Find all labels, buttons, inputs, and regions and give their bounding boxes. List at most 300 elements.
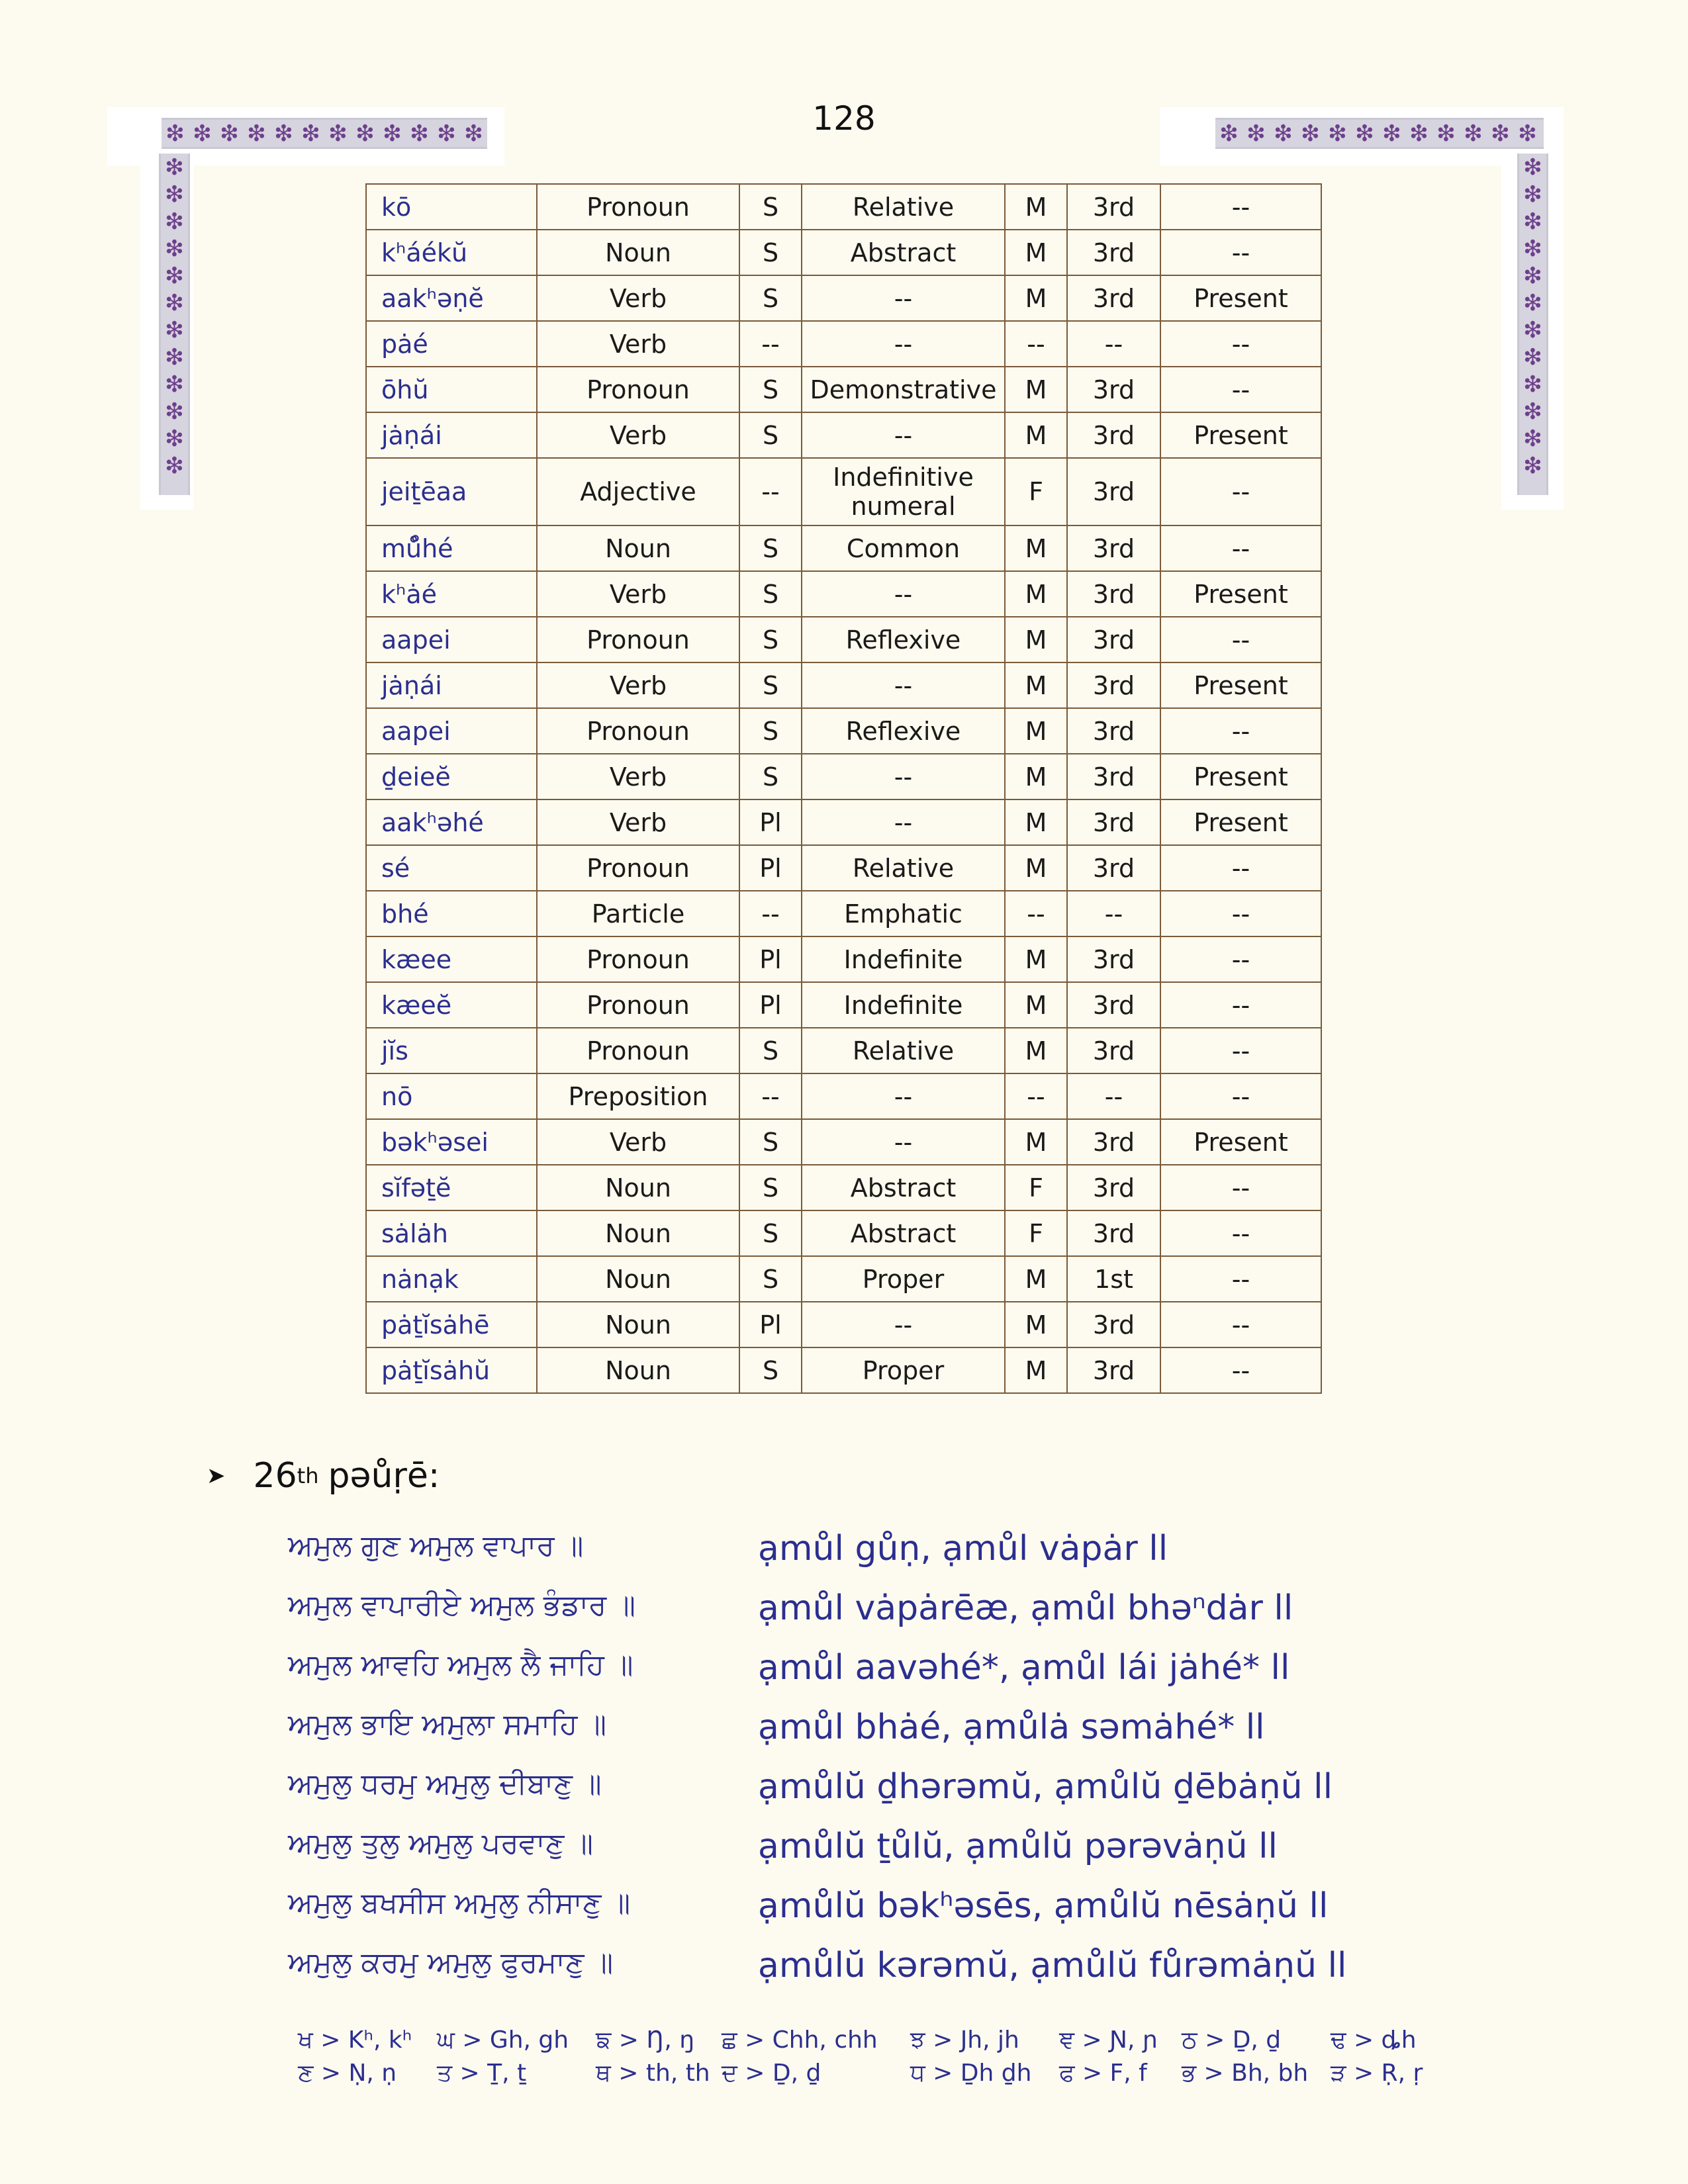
cell-type: Proper xyxy=(802,1256,1005,1302)
cell-type: -- xyxy=(802,1119,1005,1165)
cell-type: Indefinite xyxy=(802,936,1005,982)
cell-person: 3rd xyxy=(1067,458,1160,525)
cell-number: S xyxy=(739,662,802,708)
cell-tense: -- xyxy=(1160,982,1321,1028)
cell-person: -- xyxy=(1067,891,1160,936)
cell-person: 3rd xyxy=(1067,845,1160,891)
cell-person: 3rd xyxy=(1067,571,1160,617)
key-item: ਢ > ȡh xyxy=(1331,2026,1417,2054)
cell-person: 3rd xyxy=(1067,799,1160,845)
flower-ornament-icon: ❇ xyxy=(165,316,184,343)
verse-transliteration: ạmůl bhȧé, ạmůlȧ səmȧhé* ll xyxy=(758,1707,1265,1747)
cell-part-of-speech: Verb xyxy=(537,571,739,617)
cell-tense: -- xyxy=(1160,525,1321,571)
table-row xyxy=(366,230,1321,275)
flower-ornament-icon: ❇ xyxy=(1518,120,1537,147)
flower-ornament-icon: ❇ xyxy=(328,120,348,147)
cell-gender: M xyxy=(1005,275,1067,321)
cell-gender: M xyxy=(1005,367,1067,412)
cell-word: jeiṯēaa xyxy=(366,458,537,525)
cell-word: bəkʰəsei xyxy=(366,1119,537,1165)
verse-transliteration: ạmůlŭ ṯůlŭ, ạmůlŭ pərəvȧṇŭ ll xyxy=(758,1827,1278,1866)
ornament-border-top-right xyxy=(1215,118,1544,149)
verse-row xyxy=(0,1827,1688,1886)
cell-part-of-speech: Pronoun xyxy=(537,936,739,982)
flower-ornament-icon: ❇ xyxy=(1523,289,1542,316)
cell-person: 3rd xyxy=(1067,1119,1160,1165)
cell-tense: Present xyxy=(1160,662,1321,708)
flower-ornament-icon: ❇ xyxy=(1523,208,1542,235)
bullet-arrow-icon: ➤ xyxy=(207,1463,226,1489)
flower-ornament-icon: ❇ xyxy=(165,235,184,262)
cell-part-of-speech: Noun xyxy=(537,525,739,571)
cell-gender: F xyxy=(1005,1165,1067,1210)
cell-gender: M xyxy=(1005,617,1067,662)
flower-ornament-icon: ❇ xyxy=(165,452,184,479)
cell-type: -- xyxy=(802,571,1005,617)
heading-word: pəůṛē: xyxy=(328,1456,440,1496)
key-item: ਭ > Bh, bh xyxy=(1182,2060,1309,2087)
verse-row xyxy=(0,1648,1688,1707)
table-row xyxy=(366,275,1321,321)
cell-tense: -- xyxy=(1160,321,1321,367)
cell-tense: Present xyxy=(1160,275,1321,321)
cell-type: Abstract xyxy=(802,1165,1005,1210)
key-item: ਥ > th, th xyxy=(596,2060,710,2087)
cell-tense: -- xyxy=(1160,1256,1321,1302)
table-row xyxy=(366,1302,1321,1347)
flower-ornament-icon: ❇ xyxy=(1523,262,1542,289)
table-row xyxy=(366,367,1321,412)
cell-word: ḏeieĕ xyxy=(366,754,537,799)
table-row xyxy=(366,571,1321,617)
verse-transliteration: ạmůl aavəhé*, ạmůl lái jȧhé* ll xyxy=(758,1648,1290,1688)
cell-gender: M xyxy=(1005,1347,1067,1393)
table-row xyxy=(366,754,1321,799)
verse-gurmukhi: ਅਮੁਲੁ ਬਖਸੀਸ ਅਮੁਲੁ ਨੀਸਾਣੁ ॥ xyxy=(288,1886,631,1920)
verse-row xyxy=(0,1529,1688,1588)
cell-part-of-speech: Pronoun xyxy=(537,845,739,891)
cell-part-of-speech: Noun xyxy=(537,1347,739,1393)
cell-tense: -- xyxy=(1160,1210,1321,1256)
cell-person: 3rd xyxy=(1067,1302,1160,1347)
table-row xyxy=(366,1165,1321,1210)
verse-transliteration: ạmůlŭ bəkʰəsēs, ạmůlŭ nēsȧṇŭ ll xyxy=(758,1886,1329,1926)
heading-suffix: th xyxy=(297,1463,319,1488)
flower-ornament-icon: ❇ xyxy=(1328,120,1347,147)
table-row xyxy=(366,845,1321,891)
cell-person: 1st xyxy=(1067,1256,1160,1302)
cell-tense: -- xyxy=(1160,891,1321,936)
flower-ornament-icon: ❇ xyxy=(1523,316,1542,343)
heading-number: 26 xyxy=(253,1456,297,1496)
cell-tense: -- xyxy=(1160,936,1321,982)
verse-transliteration: ạmůl vȧpȧrēæ, ạmůl bhəⁿdȧr ll xyxy=(758,1588,1293,1628)
cell-tense: Present xyxy=(1160,571,1321,617)
cell-number: S xyxy=(739,525,802,571)
cell-word: kæeĕ xyxy=(366,982,537,1028)
cell-word: aakʰəhé xyxy=(366,799,537,845)
cell-tense: -- xyxy=(1160,1073,1321,1119)
cell-gender: M xyxy=(1005,1028,1067,1073)
cell-number: S xyxy=(739,617,802,662)
table-row xyxy=(366,458,1321,525)
key-item: ਛ > Chh, chh xyxy=(722,2026,878,2054)
cell-tense: -- xyxy=(1160,617,1321,662)
cell-type: -- xyxy=(802,1073,1005,1119)
flower-ornament-icon: ❇ xyxy=(165,343,184,371)
verse-transliteration: ạmůlŭ kərəmŭ, ạmůlŭ fůrəmȧṇŭ ll xyxy=(758,1946,1347,1985)
verse-gurmukhi: ਅਮੁਲ ਵਾਪਾਰੀਏ ਅਮੁਲ ਭੰਡਾਰ ॥ xyxy=(288,1588,635,1622)
cell-gender: M xyxy=(1005,662,1067,708)
cell-word: aakʰəṇĕ xyxy=(366,275,537,321)
cell-number: Pl xyxy=(739,936,802,982)
table-row xyxy=(366,891,1321,936)
flower-ornament-icon: ❇ xyxy=(1274,120,1293,147)
cell-type: Abstract xyxy=(802,1210,1005,1256)
verse-transliteration: ạmůl gůṇ, ạmůl vȧpȧr ll xyxy=(758,1529,1168,1569)
verse-gurmukhi: ਅਮੁਲੁ ਕਰਮੁ ਅਮੁਲੁ ਫੁਰਮਾਣੁ ॥ xyxy=(288,1946,614,1979)
cell-person: 3rd xyxy=(1067,1165,1160,1210)
cell-gender: M xyxy=(1005,184,1067,230)
cell-number: S xyxy=(739,571,802,617)
table-row xyxy=(366,184,1321,230)
cell-number: S xyxy=(739,708,802,754)
cell-number: S xyxy=(739,1347,802,1393)
flower-ornament-icon: ❇ xyxy=(1464,120,1483,147)
key-row-2 xyxy=(298,2060,1489,2093)
cell-person: 3rd xyxy=(1067,1347,1160,1393)
cell-person: 3rd xyxy=(1067,754,1160,799)
flower-ornament-icon: ❇ xyxy=(165,208,184,235)
flower-ornament-icon: ❇ xyxy=(1355,120,1374,147)
cell-gender: M xyxy=(1005,525,1067,571)
table-row xyxy=(366,525,1321,571)
verse-row xyxy=(0,1767,1688,1827)
cell-tense: Present xyxy=(1160,754,1321,799)
cell-part-of-speech: Pronoun xyxy=(537,367,739,412)
cell-type: Indefinite xyxy=(802,982,1005,1028)
key-row-1 xyxy=(298,2026,1489,2060)
cell-gender: M xyxy=(1005,1302,1067,1347)
cell-part-of-speech: Pronoun xyxy=(537,617,739,662)
cell-person: -- xyxy=(1067,1073,1160,1119)
cell-type: Proper xyxy=(802,1347,1005,1393)
key-item: ਣ > Ṇ, ṇ xyxy=(298,2060,397,2087)
cell-type: -- xyxy=(802,321,1005,367)
cell-person: 3rd xyxy=(1067,1210,1160,1256)
cell-part-of-speech: Noun xyxy=(537,1210,739,1256)
flower-ornament-icon: ❇ xyxy=(165,398,184,425)
cell-gender: M xyxy=(1005,1256,1067,1302)
table-row xyxy=(366,412,1321,458)
cell-number: S xyxy=(739,1210,802,1256)
cell-word: pȧṯĭsȧhē xyxy=(366,1302,537,1347)
table-row xyxy=(366,1119,1321,1165)
flower-ornament-icon: ❇ xyxy=(247,120,266,147)
cell-number: -- xyxy=(739,321,802,367)
cell-word: kō xyxy=(366,184,537,230)
cell-part-of-speech: Verb xyxy=(537,275,739,321)
cell-number: Pl xyxy=(739,799,802,845)
cell-tense: Present xyxy=(1160,412,1321,458)
cell-gender: M xyxy=(1005,230,1067,275)
cell-part-of-speech: Noun xyxy=(537,1165,739,1210)
table-row xyxy=(366,617,1321,662)
cell-person: 3rd xyxy=(1067,230,1160,275)
key-item: ਠ > Ḏ, ḏ xyxy=(1182,2026,1282,2054)
cell-gender: F xyxy=(1005,458,1067,525)
cell-part-of-speech: Noun xyxy=(537,1302,739,1347)
cell-word: sȧlȧh xyxy=(366,1210,537,1256)
cell-number: S xyxy=(739,184,802,230)
cell-person: 3rd xyxy=(1067,662,1160,708)
flower-ornament-icon: ❇ xyxy=(274,120,293,147)
table-row xyxy=(366,1073,1321,1119)
cell-part-of-speech: Pronoun xyxy=(537,708,739,754)
table-row xyxy=(366,662,1321,708)
cell-word: jȧṇái xyxy=(366,662,537,708)
cell-gender: -- xyxy=(1005,1073,1067,1119)
key-item: ਫ > F, f xyxy=(1059,2060,1147,2087)
flower-ornament-icon: ❇ xyxy=(1523,235,1542,262)
table-row xyxy=(366,936,1321,982)
flower-ornament-icon: ❇ xyxy=(165,154,184,181)
cell-tense: -- xyxy=(1160,230,1321,275)
flower-ornament-icon: ❇ xyxy=(165,289,184,316)
flower-ornament-icon: ❇ xyxy=(1409,120,1429,147)
key-item: ਞ > Ɲ, ɲ xyxy=(1059,2026,1158,2054)
cell-word: sĭfəṯĕ xyxy=(366,1165,537,1210)
cell-number: S xyxy=(739,1256,802,1302)
page-number: 128 xyxy=(812,99,876,138)
cell-type: Relative xyxy=(802,1028,1005,1073)
cell-gender: M xyxy=(1005,412,1067,458)
cell-word: aapei xyxy=(366,708,537,754)
flower-ornament-icon: ❇ xyxy=(1523,425,1542,452)
cell-word: mů̊hé xyxy=(366,525,537,571)
ornament-border-left xyxy=(159,154,190,495)
cell-tense: -- xyxy=(1160,1165,1321,1210)
cell-word: nō xyxy=(366,1073,537,1119)
flower-ornament-icon: ❇ xyxy=(165,181,184,208)
flower-ornament-icon: ❇ xyxy=(165,425,184,452)
cell-part-of-speech: Adjective xyxy=(537,458,739,525)
ornament-border-right xyxy=(1517,154,1548,495)
flower-ornament-icon: ❇ xyxy=(437,120,456,147)
key-item: ਘ > Gh, gh xyxy=(437,2026,569,2054)
cell-person: 3rd xyxy=(1067,367,1160,412)
cell-tense: Present xyxy=(1160,799,1321,845)
flower-ornament-icon: ❇ xyxy=(165,120,185,147)
flower-ornament-icon: ❇ xyxy=(193,120,212,147)
cell-tense: -- xyxy=(1160,184,1321,230)
cell-type: -- xyxy=(802,754,1005,799)
flower-ornament-icon: ❇ xyxy=(1382,120,1401,147)
cell-number: S xyxy=(739,230,802,275)
cell-part-of-speech: Particle xyxy=(537,891,739,936)
cell-number: -- xyxy=(739,891,802,936)
section-heading xyxy=(207,1456,440,1496)
cell-gender: M xyxy=(1005,754,1067,799)
cell-word: kʰáékŭ xyxy=(366,230,537,275)
cell-type: -- xyxy=(802,662,1005,708)
cell-word: jĭs xyxy=(366,1028,537,1073)
cell-part-of-speech: Pronoun xyxy=(537,1028,739,1073)
key-item: ਖ > Kʰ, kʰ xyxy=(298,2026,412,2054)
cell-gender: M xyxy=(1005,982,1067,1028)
cell-gender: M xyxy=(1005,571,1067,617)
verse-row xyxy=(0,1707,1688,1767)
cell-part-of-speech: Preposition xyxy=(537,1073,739,1119)
key-item: ਦ > Ḏ, ḏ xyxy=(722,2060,821,2087)
flower-ornament-icon: ❇ xyxy=(464,120,483,147)
cell-gender: F xyxy=(1005,1210,1067,1256)
cell-word: nȧnạk xyxy=(366,1256,537,1302)
cell-person: 3rd xyxy=(1067,184,1160,230)
cell-type: -- xyxy=(802,275,1005,321)
cell-part-of-speech: Pronoun xyxy=(537,184,739,230)
table-row xyxy=(366,1347,1321,1393)
cell-person: 3rd xyxy=(1067,936,1160,982)
verse-gurmukhi: ਅਮੁਲੁ ਧਰਮੁ ਅਮੁਲੁ ਦੀਬਾਣੁ ॥ xyxy=(288,1767,602,1801)
verse-gurmukhi: ਅਮੁਲ ਭਾਇ ਅਮੁਲਾ ਸਮਾਹਿ ॥ xyxy=(288,1707,607,1741)
cell-number: S xyxy=(739,1165,802,1210)
flower-ornament-icon: ❇ xyxy=(1491,120,1510,147)
cell-word: ōhŭ xyxy=(366,367,537,412)
cell-word: pȧṯĭsȧhŭ xyxy=(366,1347,537,1393)
word-analysis-table xyxy=(365,183,1322,1394)
cell-part-of-speech: Verb xyxy=(537,1119,739,1165)
table-row xyxy=(366,1028,1321,1073)
verse-row xyxy=(0,1946,1688,2005)
verse-gurmukhi: ਅਮੁਲੁ ਤੁਲੁ ਅਮੁਲੁ ਪਰਵਾਣੁ ॥ xyxy=(288,1827,594,1860)
key-item: ਧ > Ḏh ḏh xyxy=(910,2060,1032,2087)
flower-ornament-icon: ❇ xyxy=(355,120,375,147)
key-item: ੜ > Ṛ, ṛ xyxy=(1331,2060,1423,2087)
cell-person: 3rd xyxy=(1067,982,1160,1028)
flower-ornament-icon: ❇ xyxy=(1301,120,1320,147)
table-row xyxy=(366,799,1321,845)
cell-gender: M xyxy=(1005,1119,1067,1165)
cell-person: 3rd xyxy=(1067,525,1160,571)
flower-ornament-icon: ❇ xyxy=(1523,371,1542,398)
cell-gender: M xyxy=(1005,799,1067,845)
cell-word: pȧé xyxy=(366,321,537,367)
cell-tense: -- xyxy=(1160,1302,1321,1347)
flower-ornament-icon: ❇ xyxy=(220,120,239,147)
cell-tense: -- xyxy=(1160,1347,1321,1393)
cell-part-of-speech: Verb xyxy=(537,321,739,367)
cell-person: 3rd xyxy=(1067,1028,1160,1073)
cell-part-of-speech: Noun xyxy=(537,230,739,275)
cell-tense: -- xyxy=(1160,458,1321,525)
flower-ornament-icon: ❇ xyxy=(1219,120,1239,147)
cell-number: S xyxy=(739,367,802,412)
table-row xyxy=(366,1210,1321,1256)
cell-part-of-speech: Pronoun xyxy=(537,982,739,1028)
cell-word: jȧṇái xyxy=(366,412,537,458)
cell-person: 3rd xyxy=(1067,275,1160,321)
cell-gender: M xyxy=(1005,845,1067,891)
cell-tense: -- xyxy=(1160,845,1321,891)
cell-part-of-speech: Verb xyxy=(537,662,739,708)
cell-part-of-speech: Verb xyxy=(537,799,739,845)
cell-word: bhé xyxy=(366,891,537,936)
cell-number: S xyxy=(739,412,802,458)
cell-number: S xyxy=(739,275,802,321)
flower-ornament-icon: ❇ xyxy=(1246,120,1266,147)
cell-person: 3rd xyxy=(1067,708,1160,754)
cell-word: aapei xyxy=(366,617,537,662)
verse-row xyxy=(0,1588,1688,1648)
table-row xyxy=(366,708,1321,754)
flower-ornament-icon: ❇ xyxy=(1523,343,1542,371)
cell-type: -- xyxy=(802,412,1005,458)
cell-type: Relative xyxy=(802,184,1005,230)
cell-tense: Present xyxy=(1160,1119,1321,1165)
cell-number: Pl xyxy=(739,982,802,1028)
cell-number: -- xyxy=(739,1073,802,1119)
cell-person: 3rd xyxy=(1067,617,1160,662)
cell-gender: -- xyxy=(1005,321,1067,367)
ornament-border-top-left xyxy=(162,118,487,149)
cell-number: S xyxy=(739,754,802,799)
cell-type: Reflexive xyxy=(802,617,1005,662)
cell-person: -- xyxy=(1067,321,1160,367)
flower-ornament-icon: ❇ xyxy=(410,120,429,147)
table-row xyxy=(366,1256,1321,1302)
cell-type: Demonstrative xyxy=(802,367,1005,412)
key-item: ਝ > Jh, jh xyxy=(910,2026,1019,2054)
cell-type: -- xyxy=(802,799,1005,845)
cell-number: Pl xyxy=(739,845,802,891)
cell-number: S xyxy=(739,1028,802,1073)
flower-ornament-icon: ❇ xyxy=(1523,154,1542,181)
flower-ornament-icon: ❇ xyxy=(165,371,184,398)
verse-gurmukhi: ਅਮੁਲ ਗੁਣ ਅਮੁਲ ਵਾਪਾਰ ॥ xyxy=(288,1529,584,1563)
cell-tense: -- xyxy=(1160,1028,1321,1073)
flower-ornament-icon: ❇ xyxy=(383,120,402,147)
cell-person: 3rd xyxy=(1067,412,1160,458)
verse-gurmukhi: ਅਮੁਲ ਆਵਹਿ ਅਮੁਲ ਲੈ ਜਾਹਿ ॥ xyxy=(288,1648,633,1682)
cell-type: Abstract xyxy=(802,230,1005,275)
cell-type: Reflexive xyxy=(802,708,1005,754)
cell-part-of-speech: Verb xyxy=(537,412,739,458)
cell-word: kæee xyxy=(366,936,537,982)
verse-row xyxy=(0,1886,1688,1946)
key-item: ਤ > Ṯ, ṯ xyxy=(437,2060,527,2087)
flower-ornament-icon: ❇ xyxy=(301,120,320,147)
cell-gender: M xyxy=(1005,708,1067,754)
cell-number: -- xyxy=(739,458,802,525)
cell-type: -- xyxy=(802,1302,1005,1347)
flower-ornament-icon: ❇ xyxy=(1523,452,1542,479)
key-item: ਙ > Ŋ, ŋ xyxy=(596,2026,695,2054)
flower-ornament-icon: ❇ xyxy=(1523,398,1542,425)
table-row xyxy=(366,321,1321,367)
cell-gender: -- xyxy=(1005,891,1067,936)
cell-tense: -- xyxy=(1160,367,1321,412)
cell-part-of-speech: Verb xyxy=(537,754,739,799)
table-row xyxy=(366,982,1321,1028)
cell-part-of-speech: Noun xyxy=(537,1256,739,1302)
cell-type: Indefinitive numeral xyxy=(802,458,1005,525)
cell-tense: -- xyxy=(1160,708,1321,754)
flower-ornament-icon: ❇ xyxy=(165,262,184,289)
cell-type: Relative xyxy=(802,845,1005,891)
cell-gender: M xyxy=(1005,936,1067,982)
